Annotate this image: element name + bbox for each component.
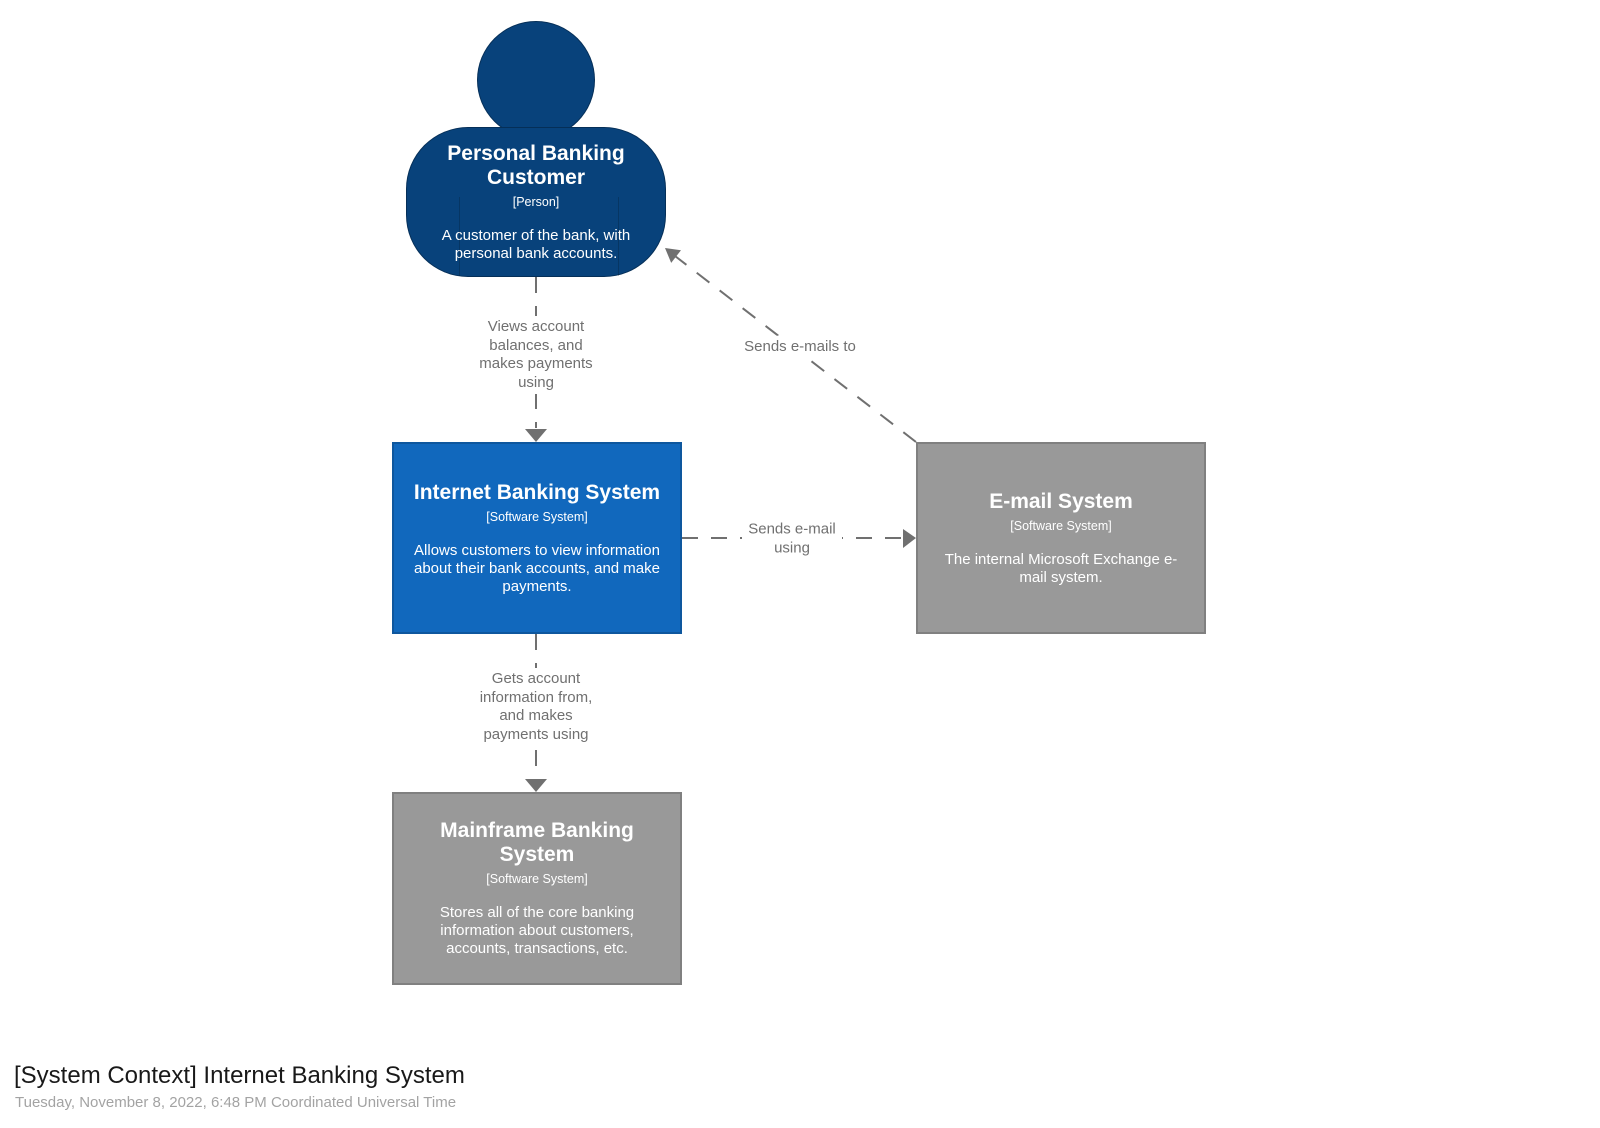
relationship-label-customer-to-ibs: Views account balances, and makes payments using — [475, 316, 597, 394]
element-personal-banking-customer[interactable] — [406, 127, 666, 277]
element-name: Personal Banking Customer — [447, 141, 625, 189]
arrowhead-up-left-to-customer — [660, 242, 681, 263]
element-description: A customer of the bank, with personal bank accounts. — [441, 226, 631, 262]
element-description: Allows customers to view information about their bank accounts, and make payments. — [414, 541, 660, 595]
relationship-label-ibs-to-mainframe: Gets account information from, and makes payments using — [470, 668, 602, 746]
element-name: E-mail System — [989, 489, 1133, 513]
arrowhead-down-to-ibs — [525, 429, 547, 442]
element-email-system[interactable] — [916, 442, 1206, 634]
element-mainframe-banking-system[interactable] — [392, 792, 682, 985]
element-type: [Software System] — [486, 509, 588, 524]
element-description: Stores all of the core banking information about customers, accounts, transactions, etc. — [439, 904, 635, 957]
element-description: The internal Microsoft Exchange e-mail system. — [944, 550, 1178, 586]
diagram-timestamp: Tuesday, November 8, 2022, 6:48 PM Coordinated Universal Time — [15, 1094, 457, 1111]
relationship-label-ibs-to-email: Sends e-mail using — [742, 519, 842, 560]
arrowhead-right-to-email — [903, 529, 916, 548]
arrowhead-down-to-mainframe — [525, 779, 547, 792]
element-type: [Software System] — [1010, 518, 1112, 533]
element-name: Internet Banking System — [413, 480, 661, 504]
element-name: Mainframe Banking System — [440, 819, 634, 866]
person-head-shape[interactable] — [477, 21, 595, 139]
person-arm-line — [618, 197, 619, 276]
relationship-label-email-to-customer: Sends e-mails to — [730, 336, 870, 359]
diagram-title: [System Context] Internet Banking System — [14, 1062, 465, 1089]
element-type: [Software System] — [486, 872, 588, 886]
element-type: [Person] — [512, 194, 560, 209]
element-internet-banking-system[interactable] — [392, 442, 682, 634]
person-arm-line — [459, 197, 460, 276]
